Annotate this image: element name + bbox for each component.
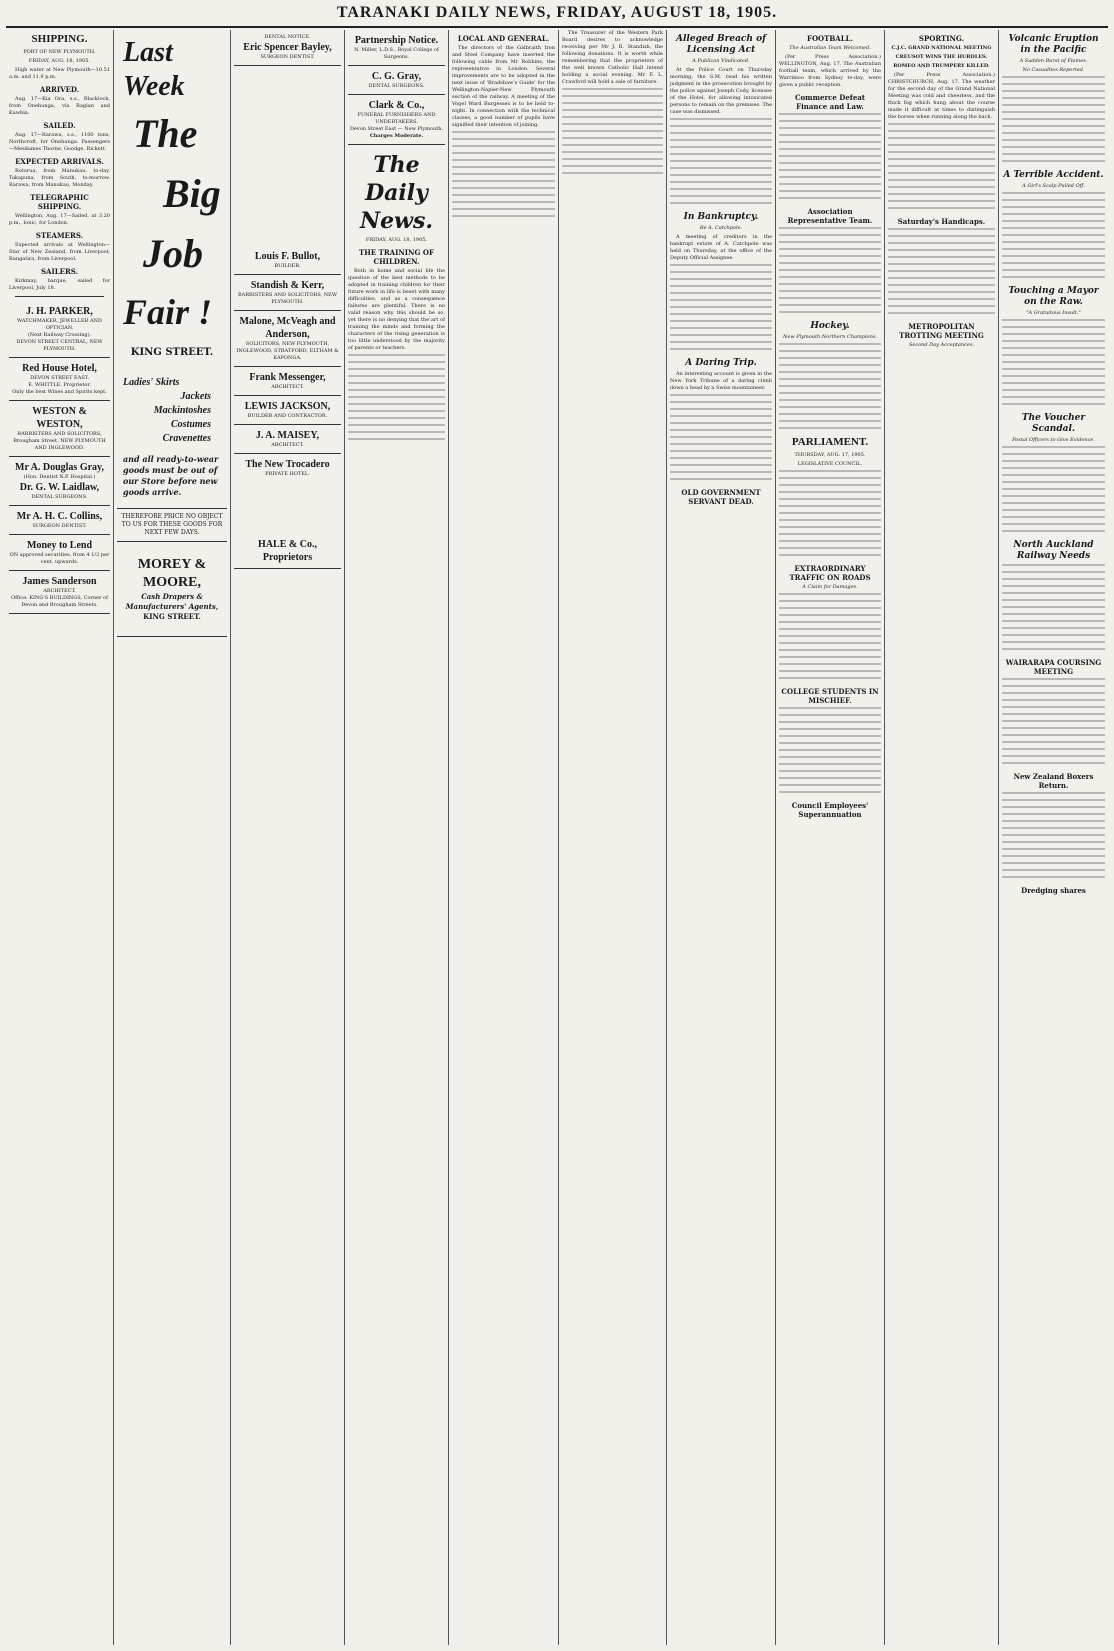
accident-heading: A Terrible Accident.: [1003, 170, 1104, 180]
wairarapa-filler: [1002, 678, 1105, 768]
ad-collins-name: Mr A. H. C. Collins,: [16, 511, 103, 522]
ad-partnership: [348, 30, 445, 66]
ad-cg-gray-line: DENTAL SURGEONS.: [368, 83, 425, 89]
ad-malone-line: SOLICITORS, NEW PLYMOUTH, INGLEWOOD, STRATFORD, ELTHAM & KAPONGA.: [236, 341, 339, 361]
jf-item-4: Costumes: [170, 419, 211, 430]
news-continued-text: The Treasurer of the Western Park Board desires to acknowledge receiving per Mr J. B. Standish, the following donations. It is worth while remembering that the proprietors of the well known Catholic Hall intend holding a social evening. Mr F. L. Crawford will hold a sale of furniture.: [562, 30, 663, 85]
football-heading: FOOTBALL.: [806, 34, 853, 43]
daring-trip-text: An interesting account is given in the New York Tribune of a daring climb down a head by a Swiss mountaineer.: [670, 371, 772, 391]
tides-text: High water at New Plymouth—10.51 a.m. and 11.9 p.m.: [9, 67, 110, 80]
arrived-text: Aug. 17—Kia Ora, s.s., Blacklock, from Onehunga, via Raglan and Kawhia.: [9, 96, 110, 116]
jf-the: The: [133, 111, 198, 156]
masthead: [0, 4, 1114, 26]
telegraphic-text: Wellington, Aug. 17—Sailed, at 3.20 p.m., Ionic, for London.: [9, 213, 110, 226]
expected-text: Rotorua, from Manukau, to-day. Takapuna, from South, to-morrow. Rarawa, from Manukau, Monday.: [9, 168, 110, 188]
ad-sanderson: [9, 571, 110, 614]
ad-messenger-line: ARCHITECT.: [271, 384, 304, 390]
hockey-heading: Hockey.: [810, 321, 850, 331]
mayor-filler: [1002, 319, 1105, 409]
college-filler: [779, 707, 881, 797]
masthead-title: TARANAKI DAILY NEWS, FRIDAY, AUGUST 18, 1905.: [336, 4, 778, 21]
ad-gray: [9, 457, 110, 506]
sailed-heading: SAILED.: [43, 121, 76, 130]
ad-red-house-line3: Only the best Wines and Spirits kept.: [12, 389, 107, 395]
ad-clark-line3: Charges Moderate.: [369, 133, 424, 139]
jf-last-week: Last Week: [123, 37, 185, 102]
column-telegrams: [999, 30, 1108, 1645]
boxers-heading: New Zealand Boxers Return.: [1013, 772, 1094, 790]
mayor-sub: "A Gratuitous Insult.": [1026, 310, 1081, 316]
ad-parker-line3: DEVON STREET CENTRAL, NEW PLYMOUTH.: [16, 339, 103, 352]
ad-money-line1: ON approved securities, from 4 1/2 per cent. upwards.: [9, 552, 110, 565]
ad-laidlaw-line1: DENTAL SURGEONS.: [31, 494, 88, 500]
ad-maisey-name: J. A. MAISEY,: [255, 430, 320, 441]
local-general-text: The directors of the Galbraith Iron and Steel Company have inserted the following cable from Mr Robbins, the representative in London. Several improvements are to be adopted in the next issue of 'Bradshaw's Guide' for the Wellington-Napier-New Plymouth section of the railway. A meeting of the Vogel Ward Burgesses is to be held to-night. In connection with the technical classes, a good number of pupils have signified their intention of joining.: [452, 45, 555, 128]
bankruptcy-sub: Re A. Catchpole.: [699, 225, 743, 231]
old-servant-heading: OLD GOVERNMENT SERVANT DEAD.: [681, 488, 761, 506]
jf-item-5: Cravenettes: [162, 433, 211, 444]
ad-clark-name: Clark & Co.,: [368, 100, 425, 111]
ad-parker-line1: WATCHMAKER, JEWELLER AND OPTICIAN.: [17, 318, 102, 331]
column-shipping: [6, 30, 113, 1645]
ad-partnership-line: N. Miller, L.D.S., Royal College of Surgeons.: [354, 47, 439, 60]
ad-malone-name: Malone, McVeagh and Anderson,: [239, 316, 336, 340]
daring-trip-heading: A Daring Trip.: [685, 358, 757, 368]
ad-clark-line2: Devon Street East — New Plymouth.: [349, 126, 444, 132]
sporting-sub-2: CREUSOT WINS THE HURDLES.: [895, 54, 988, 60]
ad-standish: [234, 275, 341, 311]
ad-clark: [348, 95, 445, 145]
column-sporting: [885, 30, 998, 1645]
bankruptcy-heading: In Bankruptcy.: [683, 212, 759, 222]
column-ads-professional: [231, 30, 344, 1645]
commerce-filler: [779, 113, 881, 203]
volcanic-filler: [1002, 76, 1105, 166]
ad-trocadero-line: PRIVATE HOTEL.: [265, 471, 310, 477]
jf-notice-box: [117, 509, 227, 542]
shipping-heading: SHIPPING.: [31, 33, 88, 45]
hockey-sub: New Plymouth Northern Champions.: [783, 334, 877, 340]
expected-heading: EXPECTED ARRIVALS.: [15, 157, 104, 166]
railway-filler: [1002, 564, 1105, 654]
jf-notice: THEREFORE PRICE NO OBJECT TO US FOR THESE GOODS FOR NEXT FEW DAYS.: [121, 513, 223, 536]
jf-street: KING STREET.: [130, 347, 214, 358]
association-heading: Association Representative Team.: [787, 207, 873, 225]
trotting-heading: METROPOLITAN TROTTING MEETING: [899, 322, 984, 340]
jf-big: Big: [163, 171, 221, 216]
bankruptcy-filler: [670, 264, 772, 354]
traffic-heading: EXTRAORDINARY TRAFFIC ON ROADS: [789, 564, 871, 582]
volcanic-heading: Volcanic Eruption in the Pacific: [1008, 34, 1099, 55]
football-text: (Per Press Association.) WELLINGTON, Aug. 17. The Australian football team, which arrived by the Warrimoo from Sydney to-day, were given a public reception.: [779, 54, 881, 88]
handicaps-heading: Saturday's Handicaps.: [897, 217, 986, 226]
local-general-filler: [452, 131, 555, 221]
ad-bayley-name: Eric Spencer Bayley,: [243, 42, 332, 53]
morey-moore-name: MOREY & MOORE,: [137, 557, 207, 590]
shipping-date: FRIDAY, AUG. 18, 1905.: [28, 58, 91, 64]
sporting-text: (Per Press Association.) CHRISTCHURCH, Aug. 17. The weather for the second day of the Grand National Meeting was cold and cheerless, and the thick fog which hung about the course made it difficult at times to distinguish the horses when running along the back.: [888, 72, 995, 120]
accident-sub: A Girl's Scalp Pulled Off.: [1022, 183, 1085, 189]
news-continued-filler: [562, 88, 663, 178]
ad-red-house-line2: E. WHITTLE, Proprietor.: [28, 382, 91, 388]
ad-weston-line1: BARRISTERS AND SOLICITORS,: [17, 431, 102, 437]
ad-jackson-line: BUILDER AND CONTRACTOR.: [247, 413, 328, 419]
parliament-filler: [779, 470, 881, 560]
voucher-filler: [1002, 446, 1105, 536]
ad-bullot-line: BUILDER.: [274, 263, 301, 269]
daring-trip-filler: [670, 394, 772, 484]
jf-note: and all ready-to-wear goods must be out of our Store before new goods arrive.: [123, 454, 219, 497]
ad-money-name: Money to Lend: [27, 540, 92, 551]
ad-sanderson-line1: ARCHITECT.: [43, 588, 76, 594]
column-news-continued: [559, 30, 666, 1645]
wairarapa-heading: WAIRARAPA COURSING MEETING: [1005, 658, 1102, 676]
jf-fair: Fair !: [123, 292, 213, 332]
ad-messenger: [234, 367, 341, 396]
ad-malone: [234, 311, 341, 367]
mayor-heading: Touching a Mayor on the Raw.: [1008, 286, 1099, 307]
ad-bayley: [234, 30, 341, 66]
ad-trocadero-name: The New Trocadero: [245, 459, 330, 470]
ad-red-house: [9, 358, 110, 401]
jf-item-1: Ladies' Skirts: [123, 377, 180, 388]
ad-collins: [9, 506, 110, 535]
volcanic-sub: A Sudden Burst of Flames.: [1019, 58, 1088, 64]
sporting-filler: [888, 123, 995, 213]
ad-weston-name: WESTON & WESTON,: [32, 406, 87, 430]
ad-maisey: [234, 425, 341, 454]
voucher-sub: Postal Officers to Give Evidence.: [1012, 437, 1095, 443]
job-fair-ad: [117, 30, 227, 509]
port-title: PORT OF NEW PLYMOUTH.: [23, 49, 96, 55]
licensing-text: At the Police Court on Thursday morning, the S.M. read his written judgment in the prosecution brought by the police against Joseph Cody, licensee of the Hotel, for allowing intoxicated persons to remain on the premises. The case was dismissed.: [670, 67, 772, 115]
ad-sanderson-name: James Sanderson: [22, 576, 97, 587]
ad-collins-line1: SURGEON DENTIST.: [32, 523, 87, 529]
ad-money: [9, 535, 110, 571]
column-editorial: [345, 30, 448, 1645]
ad-weston-line2: Brougham Street, NEW PLYMOUTH AND INGLEWOOD.: [13, 438, 106, 451]
ad-standish-line: BARRISTERS AND SOLICITORS, NEW PLYMOUTH.: [238, 292, 337, 305]
voucher-heading: The Voucher Scandal.: [1021, 413, 1086, 434]
ad-standish-name: Standish & Kerr,: [250, 280, 325, 291]
local-general-heading: LOCAL AND GENERAL.: [457, 34, 550, 43]
volcanic-sub-2: No Casualties Reported.: [1022, 67, 1085, 73]
boxers-filler: [1002, 792, 1105, 882]
editorial-date: FRIDAY, AUG. 18, 1905.: [365, 237, 428, 243]
column-local-general: [449, 30, 558, 1645]
sailers-heading: SAILERS.: [40, 267, 79, 276]
jf-item-2: Jackets: [180, 391, 211, 402]
ad-hale-name: HALE & Co., Proprietors: [258, 539, 317, 563]
parliament-heading: PARLIAMENT.: [791, 436, 869, 448]
ad-bayley-head: DENTAL NOTICE.: [264, 34, 311, 40]
steamers-text: Expected arrivals at Wellington—Star of New Zealand, from Liverpool; Rangatira, from Liverpool.: [9, 242, 110, 262]
column-job-fair-ad: [114, 30, 230, 1645]
ad-parker: [9, 301, 110, 358]
ad-maisey-line: ARCHITECT.: [271, 442, 304, 448]
traffic-sub: A Claim for Damages.: [802, 584, 858, 590]
bankruptcy-text: A meeting of creditors in the bankrupt estate of A. Catchpole was held on Thursday, at the office of the Deputy Official Assignee.: [670, 234, 772, 261]
ad-laidlaw-name: Dr. G. W. Laidlaw,: [19, 482, 100, 493]
trotting-sub: Second Day Acceptances.: [908, 342, 975, 348]
editorial-text: Both in home and social life the question of the best methods to be adopted in training children for their future work in life is beset with many difficulties, and as a consequence failures are plentiful. There is no valid reason why this should be so, yet there is no denying that the art of training the minds and forming the characters of the rising generation is too little understood by the majority of parents or teachers.: [348, 268, 445, 351]
licensing-heading: Alleged Breach of Licensing Act: [676, 34, 766, 55]
ad-trocadero: [234, 454, 341, 569]
ad-gray-name: Mr A. Douglas Gray,: [15, 462, 104, 473]
ad-sanderson-line2: Office: KING'S BUILDINGS, Corner of Devon and Brougham Streets.: [11, 595, 108, 608]
sporting-sub-1: C.J.C. GRAND NATIONAL MEETING: [891, 45, 992, 51]
dredging-heading: Dredging shares: [1021, 886, 1086, 895]
commerce-heading: Commerce Defeat Finance and Law.: [794, 93, 866, 111]
jf-item-3: Mackintoshes: [153, 405, 211, 416]
football-sub: The Australian Team Welcomed.: [789, 45, 871, 51]
sailed-text: Aug. 17—Rarawa, s.s., 1100 tons, Northcroft, for Onehunga. Passengers—Mesdames Thorne, Goodge, Rickett.: [9, 132, 110, 152]
parliament-date: THURSDAY, AUG. 17, 1905.: [794, 452, 866, 458]
ad-weston: [9, 401, 110, 457]
ad-gray-line1: (Hon. Dentist N.P. Hospital.): [23, 474, 96, 480]
licensing-sub: A Publican Vindicated.: [692, 58, 750, 64]
ad-bullot: [234, 246, 341, 275]
college-heading: COLLEGE STUDENTS IN MISCHIEF.: [781, 687, 879, 705]
editorial-filler: [348, 354, 445, 444]
jf-job: Job: [143, 231, 203, 276]
superannuation-heading: Council Employees' Superannuation: [791, 801, 869, 819]
daily-news-title: The Daily News.: [359, 152, 434, 234]
parliament-sub: LEGISLATIVE COUNCIL.: [797, 461, 863, 467]
ad-red-house-line1: DEVON STREET EAST.: [30, 375, 89, 381]
ad-jackson: [234, 396, 341, 425]
arrived-heading: ARRIVED.: [39, 85, 80, 94]
ad-cg-gray: [348, 66, 445, 95]
ad-cg-gray-name: C. G. Gray,: [371, 71, 422, 82]
hockey-filler: [779, 343, 881, 433]
column-football-parliament: [776, 30, 884, 1645]
sporting-sub-3: ROMEO AND TRUMPERY KILLED.: [893, 63, 990, 69]
accident-filler: [1002, 192, 1105, 282]
ad-morey-moore: [117, 542, 227, 637]
steamers-heading: STEAMERS.: [35, 231, 84, 240]
sporting-heading: SPORTING.: [918, 34, 965, 43]
morey-moore-street: KING STREET.: [143, 612, 201, 621]
telegraphic-heading: TELEGRAPHIC SHIPPING.: [30, 193, 89, 211]
handicaps-filler: [888, 228, 995, 318]
ad-bullot-name: Louis F. Bullot,: [254, 251, 321, 262]
ad-parker-name: J. H. PARKER,: [26, 306, 93, 317]
divider: [15, 296, 104, 297]
ad-partnership-name: Partnership Notice.: [354, 35, 439, 46]
ad-red-house-name: Red House Hotel,: [22, 363, 97, 374]
masthead-rule: [6, 26, 1108, 28]
morey-moore-line: Cash Drapers & Manufacturers' Agents,: [125, 592, 219, 611]
sailers-text: Kirkmay, barque, sailed for Liverpool, July 18.: [9, 278, 110, 291]
ad-clark-line: FUNERAL FURNISHERS AND UNDERTAKERS.: [357, 112, 436, 125]
ad-bayley-line: SURGEON DENTIST.: [260, 54, 315, 60]
ad-parker-line2: (Next Railway Crossing).: [27, 332, 92, 338]
association-filler: [779, 227, 881, 317]
editorial-heading: THE TRAINING OF CHILDREN.: [359, 248, 434, 266]
traffic-filler: [779, 593, 881, 683]
railway-heading: North Auckland Railway Needs: [1013, 540, 1094, 561]
licensing-filler: [670, 118, 772, 208]
column-court-news: [667, 30, 775, 1645]
ad-messenger-name: Frank Messenger,: [249, 372, 326, 383]
ad-jackson-name: LEWIS JACKSON,: [244, 401, 331, 412]
